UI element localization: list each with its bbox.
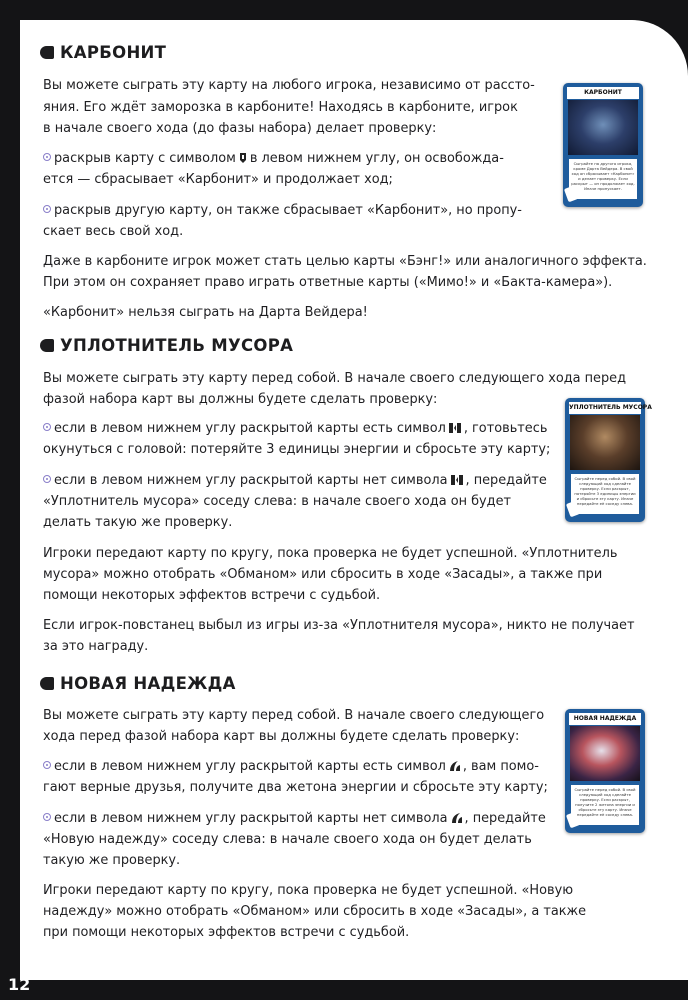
paragraph-line: Если игрок-повстанец выбыл из игры из-за «Уплотнителя мусора», никто не получает: [43, 618, 635, 633]
card-illustration: [570, 415, 640, 470]
bullet-line: гают верные друзья, получите два жетона энергии и сбросьте эту карту;: [43, 780, 548, 795]
section-title: НОВАЯ НАДЕЖДА: [60, 674, 236, 693]
bullet-text: если в левом нижнем углу раскрытой карты есть символ: [54, 759, 446, 774]
paragraph-line: При этом он сохраняет право играть ответные карты («Мимо!» и «Бакта-камера»).: [43, 275, 613, 290]
paragraph-line: Вы можете сыграть эту карту на любого игрока, независимо от рассто-: [43, 78, 535, 93]
card-illustration: [568, 100, 638, 155]
card-text: Сыграйте перед собой. В свой следующий ход сделайте проверку. Если раскрыт, потеряйте 3 единицы энергии и сбросьте эту карту. Иначе передайте её соседу слева.: [571, 474, 639, 514]
section-title: УПЛОТНИТЕЛЬ МУСОРА: [60, 336, 294, 355]
card-trash-compactor: [565, 398, 652, 522]
paragraph-line: надежду» можно отобрать «Обманом» или сбросить в ходе «Засады», а также: [43, 904, 587, 919]
card-text: Сыграйте на другого игрока, кроме Дарта Вейдера. В свой ход он сбрасывает «Карбонит» и делает проверку. Если раскрыт — он продолжает ход. Иначе пропускает.: [569, 159, 637, 199]
section-heading-trash-compactor: [40, 336, 293, 355]
bullet-line: ется — сбрасывает «Карбонит» и продолжает ход;: [43, 172, 393, 187]
section-heading-carbonite: [40, 43, 166, 62]
card-title: НОВАЯ НАДЕЖДА: [569, 713, 641, 725]
ring-bullet-icon: [43, 423, 51, 431]
paragraph-line: за это награду.: [43, 639, 149, 654]
paragraph-line: «Карбонит» нельзя сыграть на Дарта Вейдера!: [43, 305, 368, 320]
paragraph-line: фазой набора карт вы должны будете сделать проверку:: [43, 392, 438, 407]
bullet-text: раскрыв карту с символом: [54, 151, 236, 166]
paragraph-line: мусора» можно отобрать «Обманом» или сбросить в ходе «Засады», а также при: [43, 567, 603, 582]
heading-bullet-icon: [40, 46, 54, 59]
bullet-text: , вам помо-: [462, 759, 539, 774]
section-heading-new-hope: [40, 674, 236, 693]
bullet-line: такую же проверку.: [43, 853, 181, 868]
bullet-line: делать такую же проверку.: [43, 515, 233, 530]
bullet-line: скает весь свой ход.: [43, 224, 184, 239]
card-title: УПЛОТНИТЕЛЬ МУСОРА: [569, 402, 641, 414]
paragraph-line: Игроки передают карту по кругу, пока проверка не будет успешной. «Новую: [43, 883, 574, 898]
ring-bullet-icon: [43, 761, 51, 769]
bullet-text: если в левом нижнем углу раскрытой карты нет символа: [54, 473, 448, 488]
paragraph-line: помощи некоторых эффектов встречи с судьбой.: [43, 588, 381, 603]
paragraph-line: Вы можете сыграть эту карту перед собой. В начале своего следующего хода перед: [43, 371, 627, 386]
bullet-text: , передайте: [464, 811, 546, 826]
card-title: КАРБОНИТ: [567, 87, 639, 99]
ring-bullet-icon: [43, 205, 51, 213]
card-illustration: [570, 726, 640, 781]
ring-bullet-icon: [43, 813, 51, 821]
bullet-line: [43, 200, 522, 222]
page-number: 12: [8, 975, 31, 994]
bullet-text: , передайте: [465, 473, 547, 488]
bullet-line: «Уплотнитель мусора» соседу слева: в начале своего хода он будет: [43, 494, 512, 509]
ring-bullet-icon: [43, 153, 51, 161]
card-carbonite: [563, 83, 643, 207]
bullet-text: если в левом нижнем углу раскрытой карты есть символ: [54, 421, 446, 436]
paragraph-line: хода перед фазой набора карт вы должны будете сделать проверку:: [43, 729, 520, 744]
card-text: Сыграйте перед собой. В свой следующий ход сделайте проверку. Если раскрыт, получите 2 жетона энергии и сбросьте эту карту. Иначе передайте её соседу слева.: [571, 785, 639, 825]
section-title: КАРБОНИТ: [60, 43, 167, 62]
paragraph-line: в начале своего хода (до фазы набора) делает проверку:: [43, 121, 437, 136]
bullet-text: если в левом нижнем углу раскрытой карты нет символа: [54, 811, 448, 826]
paragraph-line: яния. Его ждёт заморозка в карбоните! Находясь в карбоните, игрок: [43, 100, 518, 115]
bullet-line: «Новую надежду» соседу слева: в начале своего хода он будет делать: [43, 832, 532, 847]
heading-bullet-icon: [40, 339, 54, 352]
bullet-text: , готовьтесь: [463, 421, 548, 436]
paragraph-line: Даже в карбоните игрок может стать целью карты «Бэнг!» или аналогичного эффекта.: [43, 254, 647, 269]
paragraph-line: при помощи некоторых эффектов встречи с судьбой.: [43, 925, 410, 940]
bullet-line: окунуться с головой: потеряйте 3 единицы энергии и сбросьте эту карту;: [43, 442, 551, 457]
paragraph-line: Игроки передают карту по кругу, пока проверка не будет успешной. «Уплотнитель: [43, 546, 618, 561]
paragraph-line: Вы можете сыграть эту карту перед собой. В начале своего следующего: [43, 708, 545, 723]
bullet-text: в левом нижнем углу, он освобожда-: [249, 151, 504, 166]
ring-bullet-icon: [43, 475, 51, 483]
bullet-text: раскрыв другую карту, он также сбрасывает «Карбонит», но пропу-: [54, 203, 522, 218]
card-new-hope: [565, 709, 645, 833]
heading-bullet-icon: [40, 677, 54, 690]
